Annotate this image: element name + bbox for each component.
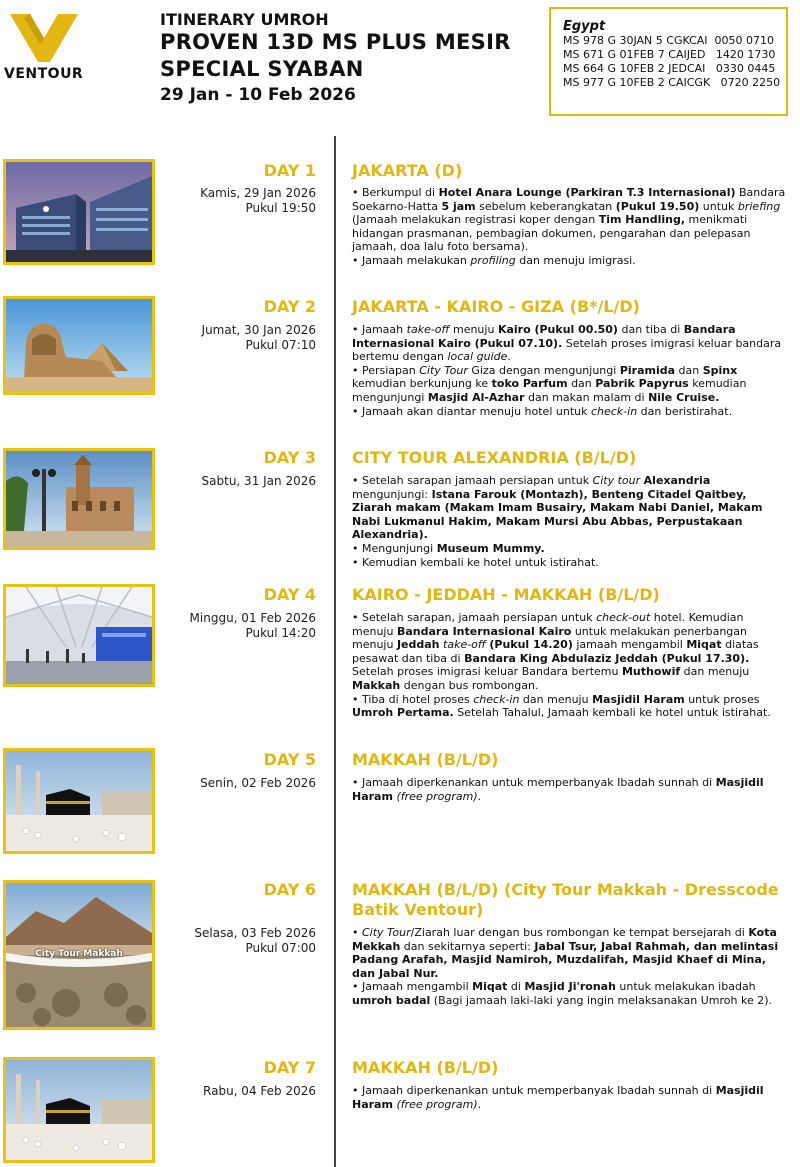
airport-terminal-photo	[3, 584, 155, 687]
day-label: DAY 2	[263, 297, 316, 316]
day-description	[352, 776, 788, 803]
day-date: Selasa, 03 Feb 2026	[194, 926, 316, 940]
flight-line: MS 664 G 10FEB 2 JEDCAI 0330 0445	[563, 62, 776, 75]
kaaba-photo	[3, 748, 155, 854]
ventour-v-icon	[10, 14, 78, 64]
day-time: Pukul 14:20	[245, 626, 316, 640]
day-description	[352, 474, 788, 569]
description-paragraph: • City Tour/Ziarah luar dengan bus rombongan ke tempat bersejarah di Kota Mekkah dan sekitarnya seperti: Jabal Tsur, Jabal Rahmah, dan melintasi Padang Arafah, Masjid Namiroh, Muzdalifah, Masjid Khaef di Mina, dan Jabal Nur.	[352, 926, 779, 980]
title-block	[160, 10, 511, 105]
description-paragraph: • Setelah sarapan jamaah persiapan untuk City tour Alexandria mengunjungi: Istana Farouk (Montazh), Benteng Citadel Qaitbey, Ziarah makam (Makam Imam Busairy, Makam Nabi Daniel, Makam Nabi Lukmanul Hakim, Makam Mursi Abu Abbas, Perpustakaan Alexandria).	[352, 474, 763, 542]
city-tour-makkah-photo	[3, 880, 155, 1030]
flight-line: MS 978 G 30JAN 5 CGKCAI 0050 0710	[563, 34, 775, 47]
description-paragraph: • Setelah sarapan, jamaah persiapan untuk check-out hotel. Kemudian menuju Bandara Internasional Kairo untuk melakukan penerbangan menuju Jeddah take-off (Pukul 14.20) jamaah mengambil Miqat diatas pesawat dan tiba di Bandara King Abdulaziz Jeddah (Pukul 17.30). Setelah proses imigrasi keluar Bandara bertemu Muthowif dan menuju Makkah dengan bus rombongan.	[352, 611, 759, 692]
kaaba-photo	[3, 1057, 155, 1163]
description-paragraph: • Jamaah take-off menuju Kairo (Pukul 00.50) dan tiba di Bandara Internasional Kairo (Pukul 07.10). Setelah proses imigrasi keluar bandara bertemu dengan local guide.	[352, 323, 782, 364]
day-description	[352, 1084, 788, 1111]
description-paragraph: • Jamaah mengambil Miqat di Masjid Ji'ronah untuk melakukan ibadah umroh badal (Bagi jamaah laki-laki yang ingin melaksanakan Umroh ke 2).	[352, 980, 773, 1007]
hotel-building-photo	[3, 159, 155, 265]
description-paragraph: • Jamaah diperkenankan untuk memperbanyak Ibadah sunnah di Masjidil Haram (free program).	[352, 776, 764, 803]
description-paragraph: • Jamaah akan diantar menuju hotel untuk check-in dan beristirahat.	[352, 404, 733, 418]
trip-dates: 29 Jan - 10 Feb 2026	[160, 85, 356, 105]
day-date: Senin, 02 Feb 2026	[200, 776, 316, 790]
day-label: DAY 4	[263, 585, 316, 604]
photo-caption: City Tour Makkah	[35, 949, 123, 959]
description-paragraph: • Persiapan City Tour Giza dengan mengunjungi Piramida dan Spinx kemudian berkunjung ke toko Parfum dan Pabrik Papyrus kemudian mengunjungi Masjid Al-Azhar dan makan malam di Nile Cruise.	[352, 363, 747, 404]
description-paragraph: • Tiba di hotel proses check-in dan menuju Masjidil Haram untuk proses Umroh Pertama. Setelah Tahalul, Jamaah kembali ke hotel untuk istirahat.	[352, 692, 771, 720]
package-title-line2: SPECIAL SYABAN	[160, 57, 364, 81]
flight-line: MS 977 G 10FEB 2 CAICGK 0720 2250	[563, 76, 781, 89]
timeline-divider	[334, 136, 336, 1167]
logo-wordmark: VENTOUR	[4, 66, 84, 82]
day-title: JAKARTA - KAIRO - GIZA (B*/L/D)	[352, 297, 640, 316]
day-label: DAY 1	[263, 161, 316, 180]
day-date: Kamis, 29 Jan 2026	[200, 186, 316, 200]
day-title: KAIRO - JEDDAH - MAKKAH (B/L/D)	[352, 585, 660, 604]
day-title: MAKKAH (B/L/D)	[352, 750, 499, 769]
itinerary-subtitle: ITINERARY UMROH	[160, 10, 329, 29]
flight-heading: Egypt	[563, 19, 606, 34]
flight-schedule-box	[549, 7, 788, 116]
ventour-logo	[4, 14, 84, 86]
day-description	[352, 186, 788, 268]
day-time: Pukul 19:50	[245, 201, 316, 215]
day-time: Pukul 07:10	[245, 338, 316, 352]
day-title: JAKARTA (D)	[352, 161, 463, 180]
day-time: Pukul 07:00	[245, 941, 316, 955]
description-paragraph: • Jamaah diperkenankan untuk memperbanyak Ibadah sunnah di Masjidil Haram (free program).	[352, 1084, 764, 1111]
day-title: MAKKAH (B/L/D) (City Tour Makkah - Dresscode Batik Ventour)	[352, 880, 779, 919]
day-date: Rabu, 04 Feb 2026	[203, 1084, 316, 1098]
day-date: Minggu, 01 Feb 2026	[189, 611, 316, 625]
day-label: DAY 5	[263, 750, 316, 769]
flight-line: MS 671 G 01FEB 7 CAIJED 1420 1730	[563, 48, 776, 61]
day-label: DAY 6	[263, 880, 316, 899]
day-date: Jumat, 30 Jan 2026	[201, 323, 316, 337]
day-description	[352, 611, 788, 720]
day-title: MAKKAH (B/L/D)	[352, 1058, 499, 1077]
alexandria-palace-photo	[3, 448, 155, 550]
description-paragraph: • Jamaah melakukan profiling dan menuju imigrasi.	[352, 253, 636, 267]
description-paragraph: • Kemudian kembali ke hotel untuk istirahat.	[352, 555, 599, 569]
day-description	[352, 926, 788, 1008]
day-date: Sabtu, 31 Jan 2026	[201, 474, 316, 488]
package-title-line1: PROVEN 13D MS PLUS MESIR	[160, 30, 511, 54]
day-title: CITY TOUR ALEXANDRIA (B/L/D)	[352, 448, 637, 467]
sphinx-pyramid-photo	[3, 296, 155, 395]
day-label: DAY 7	[263, 1058, 316, 1077]
day-label: DAY 3	[263, 448, 316, 467]
description-paragraph: • Berkumpul di Hotel Anara Lounge (Parkiran T.3 Internasional) Bandara Soekarno-Hatta 5 jam sebelum keberangkatan (Pukul 19.50) untuk briefing (Jamaah melakukan registrasi koper dengan Tim Handling, menikmati hidangan prasmanan, pembagian dokumen, pengarahan dan pelepasan jamaah, doa lalu foto bersama).	[352, 186, 786, 254]
day-description	[352, 323, 788, 418]
description-paragraph: • Mengunjungi Museum Mummy.	[352, 541, 545, 555]
